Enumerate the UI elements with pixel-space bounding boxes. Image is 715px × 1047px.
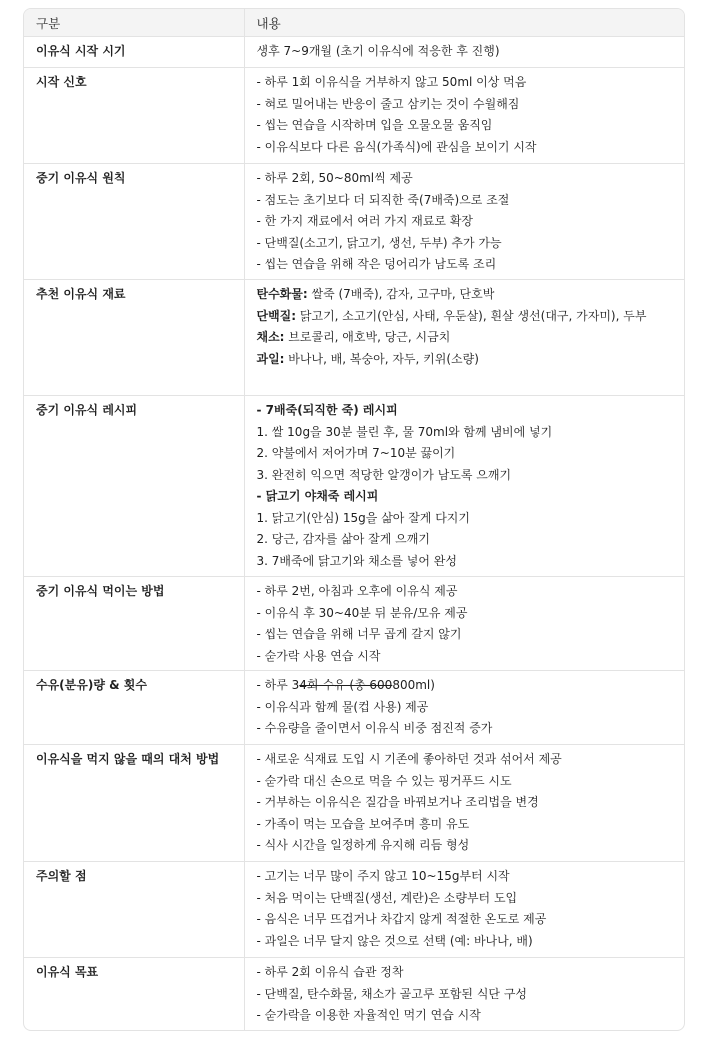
row-category: 이유식 시작 시기 xyxy=(24,37,244,68)
content-line: - 고기는 너무 많이 주지 않고 10~15g부터 시작 xyxy=(256,869,510,883)
row-content xyxy=(244,37,684,68)
content-line: - 점도는 초기보다 더 되직한 죽(7배죽)으로 조절 xyxy=(256,192,510,207)
row-content xyxy=(244,671,684,745)
table-row xyxy=(24,396,684,577)
content-line: - 과일은 너무 달지 않은 것으로 선택 (예: 바나나, 배) xyxy=(256,933,533,948)
content-line: - 혀로 밀어내는 반응이 줄고 삼키는 것이 수월해짐 xyxy=(256,96,520,111)
content-line: - 하루 2회 이유식 습관 정착 xyxy=(256,965,404,979)
weaning-guide-table xyxy=(24,9,684,1030)
table-row xyxy=(24,862,684,958)
column-header-content: 내용 xyxy=(244,9,684,37)
table-row xyxy=(24,68,684,164)
content-line: 생후 7~9개월 (초기 이유식에 적응한 후 진행) xyxy=(256,44,500,58)
recipe-step: 2. 당근, 감자를 삶아 잘게 으깨기 xyxy=(256,532,430,546)
content-line: - 하루 1회 이유식을 거부하지 않고 50ml 이상 먹음 xyxy=(256,75,527,89)
content-line: - 가족이 먹는 모습을 보여주며 흥미 유도 xyxy=(256,816,470,831)
content-line: - 숟가락을 이용한 자율적인 먹기 연습 시작 xyxy=(256,1008,481,1022)
content-line: - 거부하는 이유식은 질감을 바꿔보거나 조리법을 변경 xyxy=(256,795,539,809)
table-row xyxy=(24,958,684,1030)
recipe-step: 3. 완전히 익으면 적당한 알갱이가 남도록 으깨기 xyxy=(256,467,512,482)
row-category: 시작 신호 xyxy=(24,68,244,164)
content-line: - 씹는 연습을 시작하며 입을 오물오물 움직임 xyxy=(256,118,493,132)
content-line: - 숟가락 대신 손으로 먹을 수 있는 핑거푸드 시도 xyxy=(256,773,512,788)
content-line: - 식사 시간을 일정하게 유지해 리듬 형성 xyxy=(256,838,470,852)
content-line: - 이유식과 함께 물(컵 사용) 제공 xyxy=(256,699,429,714)
row-content xyxy=(244,577,684,671)
table-row xyxy=(24,671,684,745)
table-row xyxy=(24,164,684,280)
row-category: 중기 이유식 원칙 xyxy=(24,164,244,280)
row-category: 주의할 점 xyxy=(24,862,244,958)
table-header-row xyxy=(24,9,684,37)
table-row xyxy=(24,577,684,671)
row-content xyxy=(244,68,684,164)
table-row xyxy=(24,37,684,68)
recipe-step: 1. 쌀 10g을 30분 불린 후, 물 70ml와 함께 냄비에 넣기 xyxy=(256,424,553,439)
row-content xyxy=(244,396,684,577)
recipe-step: 2. 약불에서 저어가며 7~10분 끓이기 xyxy=(256,446,456,460)
row-content xyxy=(244,958,684,1030)
content-line: - 씹는 연습을 위해 작은 덩어리가 남도록 조리 xyxy=(256,257,497,271)
content-line: - 음식은 너무 뜨겁거나 차갑지 않게 적절한 온도로 제공 xyxy=(256,912,547,926)
table-row xyxy=(24,745,684,862)
content-line: - 씹는 연습을 위해 너무 곱게 갈지 않기 xyxy=(256,627,462,641)
row-category: 추천 이유식 재료 xyxy=(24,280,244,396)
ingredient-carbs: 탄수화물: 쌀죽 (7배죽), 감자, 고구마, 단호박 xyxy=(256,287,495,301)
content-line: - 단백질(소고기, 닭고기, 생선, 두부) 추가 가능 xyxy=(256,235,502,250)
recipe-title: - 7배죽(되직한 죽) 레시피 xyxy=(256,403,398,417)
content-line: - 새로운 식재료 도입 시 기존에 좋아하던 것과 섞어서 제공 xyxy=(256,752,562,766)
row-content xyxy=(244,164,684,280)
content-line: - 한 가지 재료에서 여러 가지 재료로 확장 xyxy=(256,214,474,228)
content-line: - 숟가락 사용 연습 시작 xyxy=(256,648,381,663)
row-category: 이유식을 먹지 않을 때의 대처 방법 xyxy=(24,745,244,862)
recipe-step: 3. 7배죽에 닭고기와 채소를 넣어 완성 xyxy=(256,553,457,568)
ingredient-protein: 단백질: 닭고기, 소고기(안심, 사태, 우둔살), 흰살 생선(대구, 가자미), 두부 xyxy=(256,308,647,323)
content-line: - 단백질, 탄수화물, 채소가 골고루 포함된 식단 구성 xyxy=(256,986,528,1001)
row-category: 수유(분유)량 & 횟수 xyxy=(24,671,244,745)
row-content xyxy=(244,745,684,862)
row-category: 중기 이유식 먹이는 방법 xyxy=(24,577,244,671)
content-line: - 처음 먹이는 단백질(생선, 계란)은 소량부터 도입 xyxy=(256,890,518,905)
ingredient-fruits: 과일: 바나나, 배, 복숭아, 자두, 키위(소량) xyxy=(256,351,479,366)
content-line: - 수유량을 줄이면서 이유식 비중 점진적 증가 xyxy=(256,721,493,735)
content-line: - 하루 2회, 50~80ml씩 제공 xyxy=(256,171,413,185)
ingredient-vegetables: 채소: 브로콜리, 애호박, 당근, 시금치 xyxy=(256,330,451,344)
feeding-amount-line: - 하루 34회 수유 (총 600800ml) xyxy=(256,678,435,692)
table-row xyxy=(24,280,684,396)
row-content xyxy=(244,280,684,396)
content-line: - 이유식 후 30~40분 뒤 분유/모유 제공 xyxy=(256,605,468,620)
column-header-category: 구분 xyxy=(24,9,244,37)
row-content xyxy=(244,862,684,958)
weaning-guide-table-container xyxy=(23,8,685,1031)
recipe-step: 1. 닭고기(안심) 15g을 삶아 잘게 다지기 xyxy=(256,510,470,525)
recipe-title: - 닭고기 야채죽 레시피 xyxy=(256,489,379,503)
content-line: - 이유식보다 다른 음식(가족식)에 관심을 보이기 시작 xyxy=(256,139,537,154)
content-line: - 하루 2번, 아침과 오후에 이유식 제공 xyxy=(256,584,458,598)
row-category: 중기 이유식 레시피 xyxy=(24,396,244,577)
row-category: 이유식 목표 xyxy=(36,965,99,979)
